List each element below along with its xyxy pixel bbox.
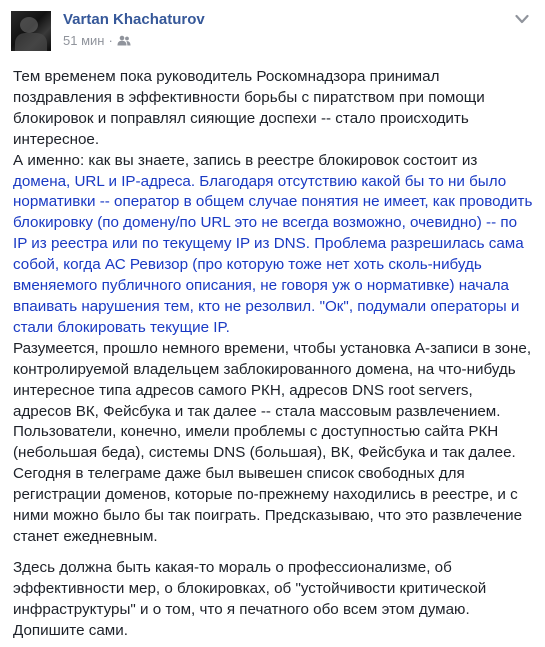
avatar[interactable] <box>11 11 51 51</box>
friends-icon[interactable] <box>117 35 131 46</box>
timestamp[interactable]: 51 мин <box>63 33 105 48</box>
post-meta <box>63 33 131 48</box>
post-paragraph: Тем временем пока руководитель Роскомнадзора принимал поздравления в эффективности борьбы с пиратством при помощи блокировок и поправлял сияющие доспехи -- стало происходить интересное. <box>13 68 485 148</box>
author-name[interactable]: Vartan Khachaturov <box>63 11 205 28</box>
paragraph-intro: А именно: как вы знаете, запись в реестре блокировок состоит из <box>13 151 478 169</box>
chevron-down-icon[interactable] <box>515 11 529 21</box>
post-paragraph: Разумеется, прошло немного времени, чтобы установка А-записи в зоне, контролируемой владельцем заблокированного домена, на что-нибудь интересное типа адресов самого РКН, адресов DNS root servers, адресов ВК, Фейсбука и так далее -- стала массовым развлечением. Пользователи, конечно, имели проблемы с доступностью сайта РКН (небольшая беда), системы DNS (большая), ВК, Фейсбука и так далее. Сегодня в телеграме даже был вывешен список свободных для регистрации доменов, которые по-прежнему находились в реестре, и с ними можно было бы так поиграть. Предсказываю, что это развлечение станет ежедневным. <box>13 339 532 545</box>
post-paragraph: Здесь должна быть какая-то мораль о профессионализме, об эффективности мер, о блокировках, об "устойчивости критической инфраструктуры" и о том, что я печатного обо всем этом думаю. Допишите сами. <box>13 558 487 639</box>
post-paragraph <box>13 151 533 339</box>
highlighted-text: домена, URL и IP-адреса. Благодаря отсутствию какой бы то ни было нормативки -- оператор в общем случае понятия не имеет, как проводить блокировку (по домену/по URL это не всегда возможно, очевидно) -- по IP из реестра или по текущему IP из DNS. Проблема разрешилась сама собой, когда АС Ревизор (про которую тоже нет хоть сколь-нибудь вменяемого публичного описания, не говоря уж о нормативке) начала впаивать нарушения тем, кто не резолвил. "Ок", подумали операторы и стали блокировать текущие IP. <box>13 172 533 336</box>
post-body <box>13 67 533 641</box>
meta-separator: · <box>108 33 113 48</box>
